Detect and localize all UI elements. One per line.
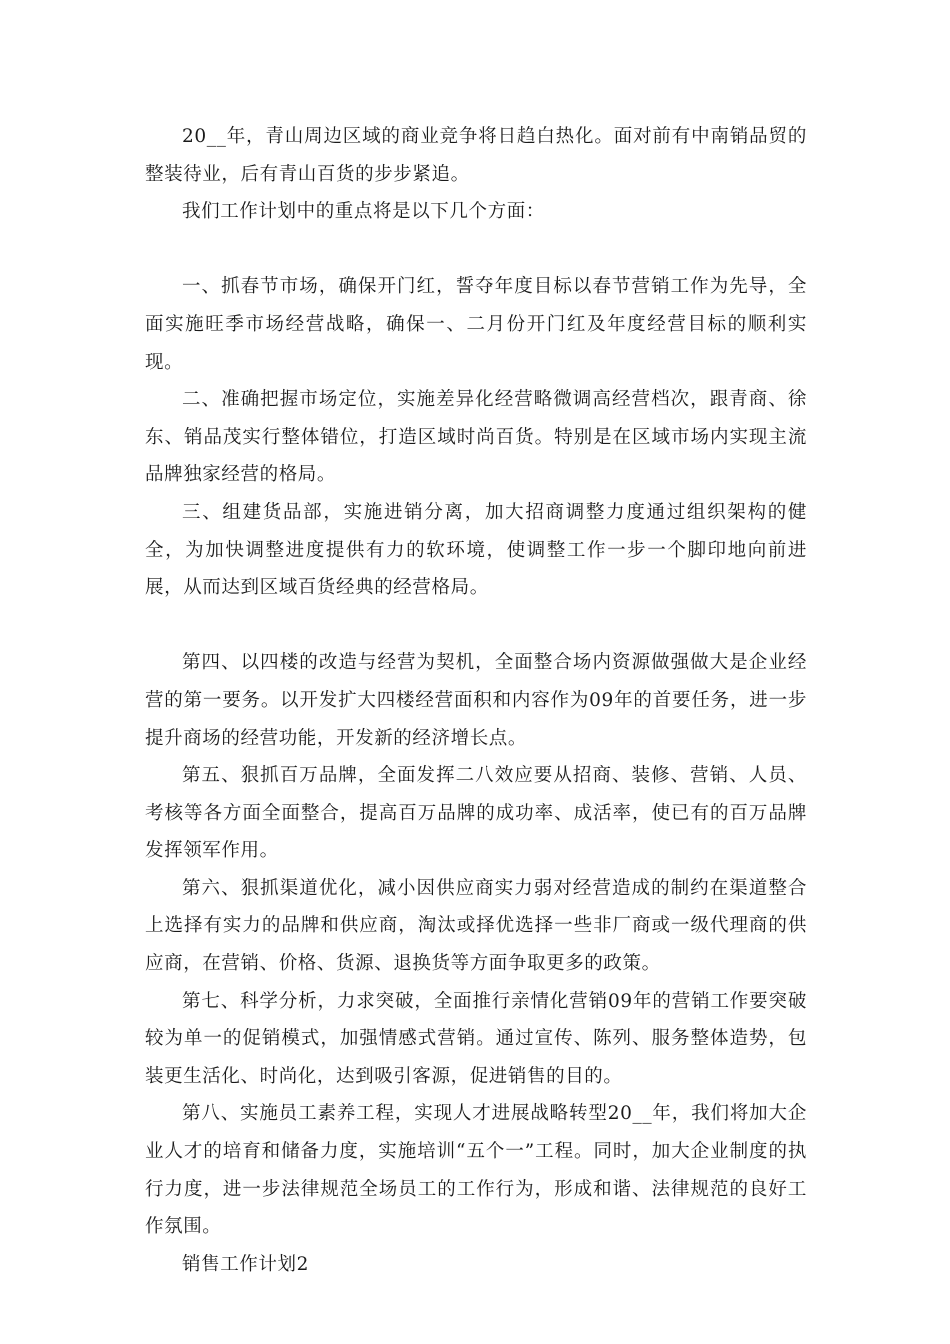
paragraph-item-8: 第八、实施员工素养工程，实现人才进展战略转型20__年，我们将加大企业人才的培育和储备力度，实施培训“五个一”工程。同时，加大企业制度的执行力度，进一步法律规范全场员工的工作行为，形成和谐、法律规范的良好工作氛围。	[145, 1103, 807, 1238]
paragraph-item-3: 三、组建货品部，实施进销分离，加大招商调整力度通过组织架构的健全，为加快调整进度提供有力的软环境，使调整工作一步一个脚印地向前进展，从而达到区域百货经典的经营格局。	[145, 501, 807, 599]
paragraph-spacer	[145, 231, 807, 269]
paragraph-item-4: 第四、以四楼的改造与经营为契机，全面整合场内资源做强做大是企业经营的第一要务。以开发扩大四楼经营面积和内容作为09年的首要任务，进一步提升商场的经营功能，开发新的经济增长点。	[145, 652, 807, 749]
paragraph-item-5: 第五、狠抓百万品牌，全面发挥二八效应要从招商、装修、营销、人员、考核等各方面全面整合，提高百万品牌的成功率、成活率，使已有的百万品牌发挥领军作用。	[145, 765, 807, 862]
paragraph-item-6: 第六、狠抓渠道优化，减小因供应商实力弱对经营造成的制约在渠道整合上选择有实力的品牌和供应商，淘汰或择优选择一些非厂商或一级代理商的供应商，在营销、价格、货源、退换货等方面争取更多的政策。	[145, 877, 807, 975]
paragraph-item-2: 二、准确把握市场定位，实施差异化经营略微调高经营档次，跟青商、徐东、销品茂实行整体错位，打造区域时尚百货。特别是在区域市场内实现主流品牌独家经营的格局。	[145, 389, 807, 486]
paragraph-spacer	[145, 607, 807, 645]
paragraph-focus-heading: 我们工作计划中的重点将是以下几个方面：	[182, 201, 545, 223]
document-body	[145, 118, 807, 1283]
paragraph-item-1: 一、抓春节市场，确保开门红，誓夺年度目标以春节营销工作为先导，全面实施旺季市场经营战略，确保一、二月份开门红及年度经营目标的顺利实现。	[145, 276, 807, 373]
section-title-sales-plan-2: 销售工作计划2	[182, 1253, 309, 1275]
paragraph-item-7: 第七、科学分析，力求突破，全面推行亲情化营销09年的营销工作要突破较为单一的促销模式，加强情感式营销。通过宣传、陈列、服务整体造势，包装更生活化、时尚化，达到吸引客源，促进销售的目的。	[145, 990, 807, 1087]
paragraph-intro: 20__年，青山周边区域的商业竞争将日趋白热化。面对前有中南销品贸的整装待业，后有青山百货的步步紧追。	[145, 126, 807, 185]
